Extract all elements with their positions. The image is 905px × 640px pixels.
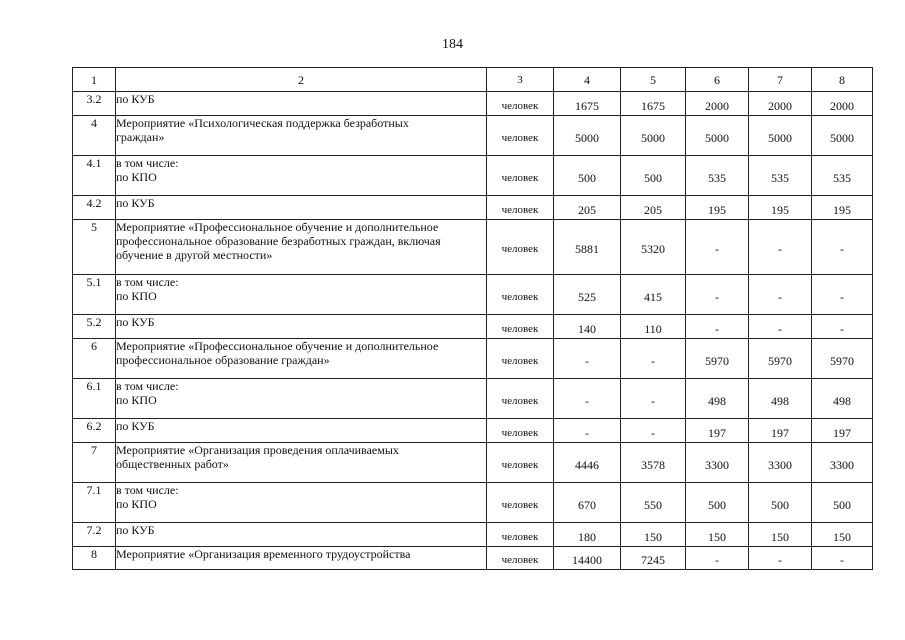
row-value-cell (621, 547, 686, 570)
row-name-line: по КУБ (116, 196, 155, 210)
row-name-line: Мероприятие «Профессиональное обучение и дополнительное (116, 339, 439, 353)
row-unit-text: человек (501, 554, 539, 566)
row-value-cell (749, 379, 812, 419)
table-row (73, 443, 873, 483)
row-value-cell (621, 196, 686, 220)
row-value: 500 (833, 497, 851, 512)
row-name-line: по КПО (116, 497, 157, 511)
row-value: 150 (833, 529, 851, 544)
row-name-line: в том числе: (116, 275, 179, 289)
row-value-cell (554, 275, 621, 315)
table-row (73, 156, 873, 196)
row-value-cell (812, 339, 873, 379)
row-number: 6.2 (73, 419, 116, 443)
row-unit-text: человек (501, 426, 539, 439)
row-value-cell (686, 419, 749, 443)
row-name-line: Мероприятие «Психологическая поддержка безработных (116, 116, 409, 130)
row-value: - (840, 289, 844, 304)
row-value-cell (749, 443, 812, 483)
row-value-cell (812, 92, 873, 116)
table-row (73, 339, 873, 379)
row-name (116, 547, 487, 570)
row-number: 7.1 (73, 483, 116, 523)
row-value: 150 (708, 529, 726, 544)
row-name (116, 92, 487, 116)
row-value-cell (621, 523, 686, 547)
row-value: - (778, 321, 782, 336)
row-name-line: Мероприятие «Организация проведения оплачиваемых (116, 443, 399, 457)
row-value: 498 (708, 393, 726, 408)
row-number: 5.2 (73, 315, 116, 339)
row-value: 150 (644, 529, 662, 544)
row-value: 110 (644, 321, 662, 336)
row-value: 5881 (575, 242, 599, 256)
table-row (73, 196, 873, 220)
row-value: 415 (644, 289, 662, 304)
row-value: 180 (578, 529, 596, 544)
data-table (72, 67, 873, 570)
row-number: 5.1 (73, 275, 116, 315)
row-name (116, 419, 487, 443)
header-cell: 6 (686, 68, 749, 92)
row-value-cell (621, 275, 686, 315)
row-name (116, 443, 487, 483)
row-value-cell (686, 315, 749, 339)
row-name-line: по КУБ (116, 523, 155, 537)
row-number: 8 (73, 547, 116, 570)
row-value: 197 (771, 425, 789, 440)
row-value: 150 (771, 529, 789, 544)
row-unit (487, 156, 554, 196)
row-unit-text: человек (501, 354, 539, 367)
table-row (73, 419, 873, 443)
row-number: 7.2 (73, 523, 116, 547)
row-value: 3300 (830, 457, 854, 472)
row-value: - (715, 242, 719, 256)
row-name-line: по КПО (116, 393, 157, 407)
row-value: 500 (644, 170, 662, 185)
row-value-cell (686, 523, 749, 547)
row-unit-text: человек (501, 203, 539, 216)
table-row (73, 547, 873, 570)
row-value-cell (554, 92, 621, 116)
header-cell: 2 (116, 68, 487, 92)
row-value: 3300 (705, 457, 729, 472)
row-unit (487, 92, 554, 116)
row-value: 498 (833, 393, 851, 408)
header-cell: 1 (73, 68, 116, 92)
row-value-cell (686, 156, 749, 196)
row-value: 14400 (572, 553, 602, 567)
row-value-cell (621, 443, 686, 483)
row-value-cell (812, 547, 873, 570)
row-value-cell (812, 379, 873, 419)
row-unit (487, 419, 554, 443)
row-name-line: общественных работ» (116, 457, 229, 471)
row-value: 195 (708, 202, 726, 217)
row-value: 500 (578, 170, 596, 185)
row-value: 5320 (641, 242, 665, 256)
row-number: 4.1 (73, 156, 116, 196)
row-value-cell (749, 156, 812, 196)
row-value-cell (554, 220, 621, 275)
row-value-cell (686, 196, 749, 220)
row-value: 1675 (641, 98, 665, 113)
row-value-cell (749, 116, 812, 156)
row-value: - (715, 289, 719, 304)
row-value: 5000 (641, 130, 665, 145)
row-value: - (651, 425, 655, 440)
table-row (73, 379, 873, 419)
row-value-cell (554, 379, 621, 419)
row-value-cell (621, 483, 686, 523)
row-unit (487, 339, 554, 379)
row-value-cell (686, 275, 749, 315)
row-value-cell (686, 547, 749, 570)
row-unit (487, 547, 554, 570)
row-value-cell (621, 419, 686, 443)
row-name-line: в том числе: (116, 156, 179, 170)
row-value-cell (812, 275, 873, 315)
row-name (116, 220, 487, 275)
row-value-cell (621, 379, 686, 419)
row-value: - (778, 289, 782, 304)
row-value: 2000 (768, 98, 792, 113)
row-value: 197 (833, 425, 851, 440)
row-unit (487, 483, 554, 523)
row-value: 500 (708, 497, 726, 512)
row-value-cell (621, 116, 686, 156)
row-value: 7245 (641, 553, 665, 567)
row-value-cell (749, 275, 812, 315)
row-value: 535 (833, 170, 851, 185)
row-value-cell (621, 220, 686, 275)
row-name (116, 275, 487, 315)
row-value: 205 (644, 202, 662, 217)
row-name-line: граждан» (116, 130, 165, 144)
row-value: - (585, 425, 589, 440)
row-name-line: профессиональное образование граждан» (116, 353, 330, 367)
row-value: 670 (578, 497, 596, 512)
row-name-line: по КПО (116, 289, 157, 303)
row-name (116, 379, 487, 419)
row-unit (487, 523, 554, 547)
row-value: - (778, 242, 782, 256)
row-value-cell (686, 379, 749, 419)
header-cell: 4 (554, 68, 621, 92)
header-cell: 5 (621, 68, 686, 92)
table-row (73, 92, 873, 116)
row-unit-text: человек (501, 99, 539, 112)
row-name (116, 196, 487, 220)
row-value: 5000 (830, 130, 854, 145)
row-value: 205 (578, 202, 596, 217)
header-cell: 8 (812, 68, 873, 92)
row-value-cell (749, 92, 812, 116)
row-value: 3578 (641, 457, 665, 472)
row-unit-text: человек (501, 290, 539, 303)
row-name (116, 339, 487, 379)
row-unit (487, 443, 554, 483)
row-unit-text: человек (501, 458, 539, 471)
row-value-cell (812, 156, 873, 196)
row-value-cell (554, 483, 621, 523)
row-value-cell (812, 220, 873, 275)
page-number: 184 (442, 37, 463, 52)
row-unit-text: человек (501, 394, 539, 407)
row-value: 1675 (575, 98, 599, 113)
row-value-cell (621, 315, 686, 339)
table-row (73, 523, 873, 547)
row-value: 550 (644, 497, 662, 512)
row-value: 4446 (575, 457, 599, 472)
row-value-cell (749, 547, 812, 570)
header-row (73, 68, 873, 92)
row-unit (487, 196, 554, 220)
row-value-cell (812, 315, 873, 339)
row-value: - (585, 393, 589, 408)
row-value: 2000 (705, 98, 729, 113)
row-unit-text: человек (501, 498, 539, 511)
table-row (73, 483, 873, 523)
row-unit (487, 220, 554, 275)
row-name (116, 523, 487, 547)
row-name-line: по КУБ (116, 419, 155, 433)
row-value-cell (812, 116, 873, 156)
row-name (116, 483, 487, 523)
row-value-cell (812, 443, 873, 483)
row-name (116, 315, 487, 339)
row-value-cell (554, 196, 621, 220)
row-value: 5970 (830, 353, 854, 368)
row-value-cell (554, 547, 621, 570)
row-name-line: по КПО (116, 170, 157, 184)
row-value-cell (554, 419, 621, 443)
row-name (116, 116, 487, 156)
row-number: 4.2 (73, 196, 116, 220)
row-unit-text: человек (501, 171, 539, 184)
row-value: 195 (833, 202, 851, 217)
row-value: 498 (771, 393, 789, 408)
row-value: 5000 (575, 130, 599, 145)
table-row (73, 315, 873, 339)
row-value-cell (812, 419, 873, 443)
row-value-cell (686, 339, 749, 379)
row-unit-text: человек (501, 322, 539, 335)
row-unit (487, 116, 554, 156)
row-number: 4 (73, 116, 116, 156)
row-value: - (585, 353, 589, 368)
row-unit (487, 315, 554, 339)
row-value-cell (812, 196, 873, 220)
row-value: 3300 (768, 457, 792, 472)
row-value-cell (554, 315, 621, 339)
row-value: 5000 (705, 130, 729, 145)
row-value-cell (749, 483, 812, 523)
row-value: 5000 (768, 130, 792, 145)
row-value-cell (686, 443, 749, 483)
row-unit (487, 379, 554, 419)
row-value: 2000 (830, 98, 854, 113)
table-row (73, 116, 873, 156)
row-value: - (651, 393, 655, 408)
row-value-cell (749, 339, 812, 379)
row-value-cell (749, 315, 812, 339)
row-value-cell (554, 523, 621, 547)
row-value: 140 (578, 321, 596, 336)
row-value-cell (686, 92, 749, 116)
row-number: 5 (73, 220, 116, 275)
row-value: - (840, 242, 844, 256)
row-number: 6.1 (73, 379, 116, 419)
row-value-cell (749, 196, 812, 220)
row-name-line: Мероприятие «Организация временного трудоустройства (116, 547, 411, 561)
row-value: - (651, 353, 655, 368)
row-value-cell (749, 419, 812, 443)
row-unit-text: человек (501, 530, 539, 543)
row-name-line: профессиональное образование безработных граждан, включая (116, 234, 441, 248)
row-value-cell (621, 92, 686, 116)
row-unit-text: человек (501, 243, 539, 255)
row-value: 5970 (705, 353, 729, 368)
row-unit-text: человек (501, 131, 539, 144)
row-name-line: Мероприятие «Профессиональное обучение и дополнительное (116, 220, 439, 234)
row-name-line: по КУБ (116, 315, 155, 329)
row-value-cell (686, 483, 749, 523)
table-row (73, 275, 873, 315)
row-value: 5970 (768, 353, 792, 368)
row-value-cell (621, 156, 686, 196)
row-name-line: по КУБ (116, 92, 155, 106)
row-number: 3.2 (73, 92, 116, 116)
header-cell: 7 (749, 68, 812, 92)
row-value: 197 (708, 425, 726, 440)
row-value-cell (686, 116, 749, 156)
row-value-cell (812, 483, 873, 523)
row-value-cell (749, 523, 812, 547)
row-name-line: в том числе: (116, 379, 179, 393)
row-value-cell (621, 339, 686, 379)
row-value: 500 (771, 497, 789, 512)
row-name (116, 156, 487, 196)
row-number: 7 (73, 443, 116, 483)
row-value: 535 (708, 170, 726, 185)
row-value: 535 (771, 170, 789, 185)
row-value: - (715, 321, 719, 336)
row-value: - (715, 553, 719, 567)
row-name-line: в том числе: (116, 483, 179, 497)
row-value: - (840, 321, 844, 336)
row-value-cell (749, 220, 812, 275)
row-value-cell (554, 443, 621, 483)
table-row (73, 220, 873, 275)
row-value: 525 (578, 289, 596, 304)
row-value: - (840, 553, 844, 567)
row-value-cell (554, 116, 621, 156)
row-value-cell (554, 339, 621, 379)
row-value: 195 (771, 202, 789, 217)
row-unit (487, 275, 554, 315)
row-value-cell (686, 220, 749, 275)
row-name-line: обучение в другой местности» (116, 248, 273, 262)
row-value: - (778, 553, 782, 567)
header-cell: 3 (487, 68, 554, 92)
row-number: 6 (73, 339, 116, 379)
row-value-cell (554, 156, 621, 196)
row-value-cell (812, 523, 873, 547)
